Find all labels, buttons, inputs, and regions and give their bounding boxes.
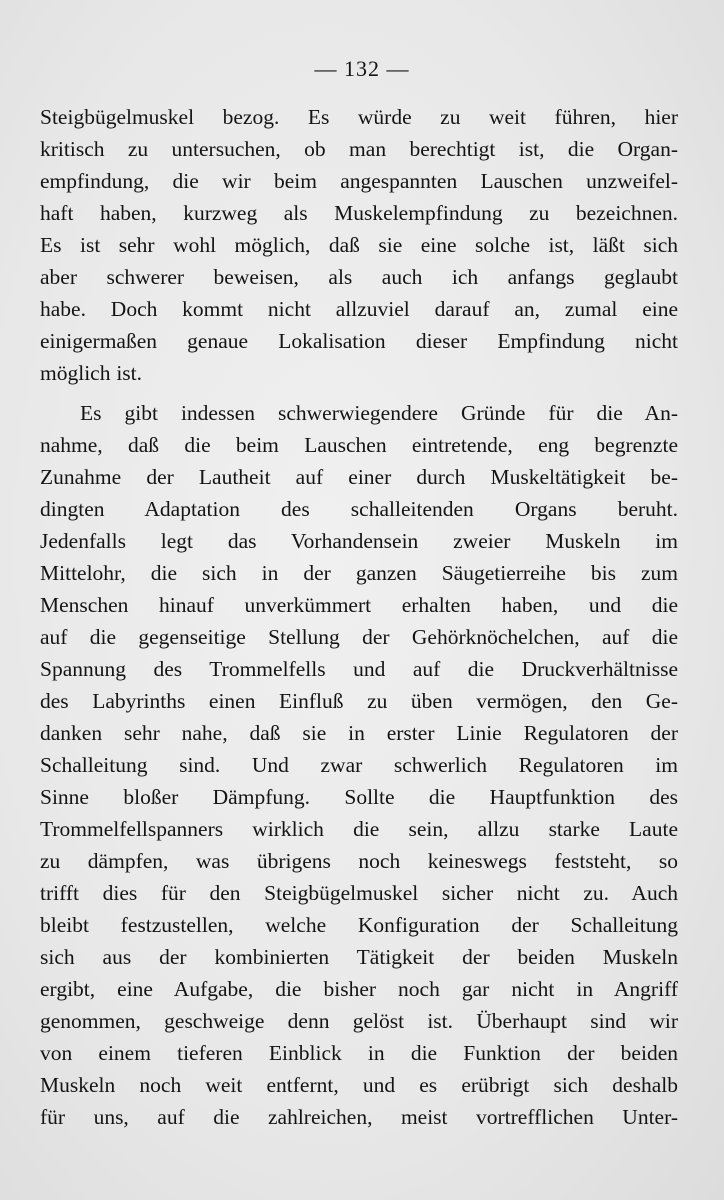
text-line: trifft dies für den Steigbügelmuskel sicher nicht zu. Auch [40,881,678,905]
text-line: danken sehr nahe, daß sie in erster Linie Regulatoren der [40,721,678,745]
text-line: Jedenfalls legt das Vorhandensein zweier Muskeln im [40,529,678,553]
paragraph-1 [40,101,678,389]
text-line: des Labyrinths einen Einfluß zu üben vermögen, den Ge- [40,689,678,713]
page-number: — 132 — [314,56,410,81]
text-line: Steigbügelmuskel bezog. Es würde zu weit führen, hier [40,105,678,129]
text-line: nahme, daß die beim Lauschen eintretende, eng begrenzte [40,433,678,457]
text-line: für uns, auf die zahlreichen, meist vortrefflichen Unter- [40,1105,678,1129]
text-line: haft haben, kurzweg als Muskelempfindung zu bezeichnen. [40,201,678,225]
text-line: aber schwerer beweisen, als auch ich anfangs geglaubt [40,265,678,289]
text-line: auf die gegenseitige Stellung der Gehörknöchelchen, auf die [40,625,678,649]
paragraph-gap [40,389,678,397]
text-line: Muskeln noch weit entfernt, und es erübrigt sich deshalb [40,1073,678,1097]
text-line: möglich ist. [40,361,143,385]
text-line: sich aus der kombinierten Tätigkeit der beiden Muskeln [40,945,678,969]
text-line: Trommelfellspanners wirklich die sein, allzu starke Laute [40,817,678,841]
text-line: von einem tieferen Einblick in die Funktion der beiden [40,1041,678,1065]
text-line: Spannung des Trommelfells und auf die Druckverhältnisse [40,657,678,681]
text-line: zu dämpfen, was übrigens noch keineswegs feststeht, so [40,849,678,873]
text-line: kritisch zu untersuchen, ob man berechtigt ist, die Organ- [40,137,678,161]
text-line: Es gibt indessen schwerwiegendere Gründe für die An- [80,401,678,425]
text-line: Schalleitung sind. Und zwar schwerlich Regulatoren im [40,753,678,777]
body-text [40,101,678,1133]
text-line: habe. Doch kommt nicht allzuviel darauf an, zumal eine [40,297,678,321]
text-line: ergibt, eine Aufgabe, die bisher noch gar nicht in Angriff [40,977,678,1001]
text-line: Es ist sehr wohl möglich, daß sie eine solche ist, läßt sich [40,233,678,257]
text-line: dingten Adaptation des schalleitenden Organs beruht. [40,497,678,521]
text-line: bleibt festzustellen, welche Konfiguration der Schalleitung [40,913,678,937]
text-line: einigermaßen genaue Lokalisation dieser Empfindung nicht [40,329,678,353]
text-line: genommen, geschweige denn gelöst ist. Überhaupt sind wir [40,1009,678,1033]
text-line: Sinne bloßer Dämpfung. Sollte die Hauptfunktion des [40,785,678,809]
text-line: Zunahme der Lautheit auf einer durch Muskeltätigkeit be- [40,465,678,489]
text-line: Mittelohr, die sich in der ganzen Säugetierreihe bis zum [40,561,678,585]
text-line: empfindung, die wir beim angespannten Lauschen unzweifel- [40,169,678,193]
text-line: Menschen hinauf unverkümmert erhalten haben, und die [40,593,678,617]
paragraph-2 [40,397,678,1133]
